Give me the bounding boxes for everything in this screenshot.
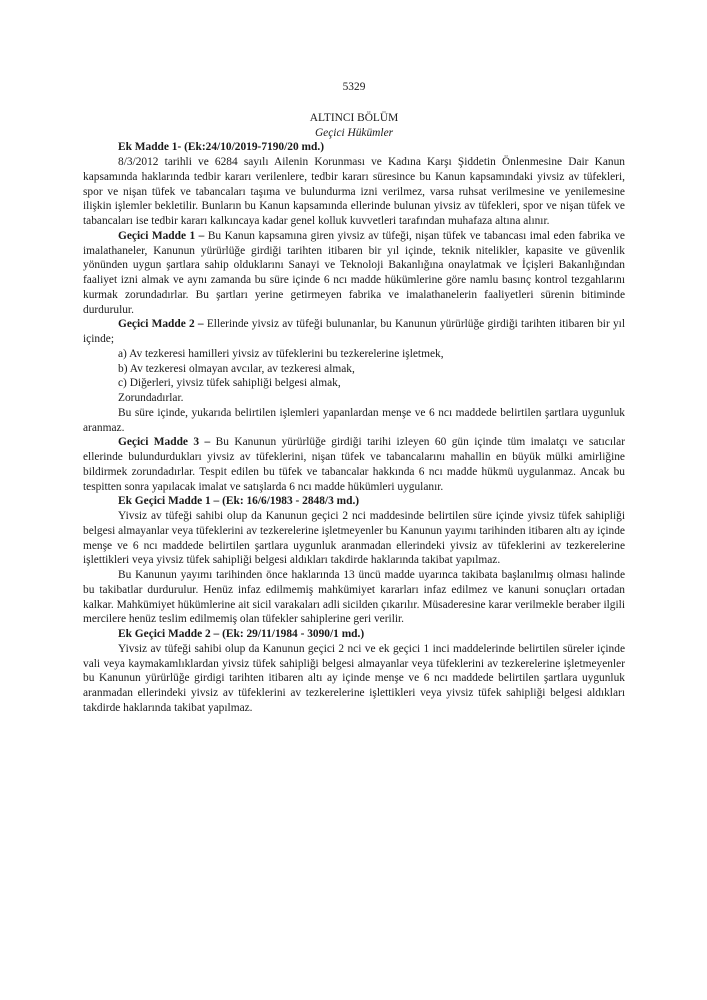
gecici-madde-1-heading: Geçici Madde 1 – <box>118 229 205 242</box>
ek-gecici-madde-1-text: Yivsiz av tüfeği sahibi olup da Kanunun geçici 2 nci maddesinde belirtilen süre içinde yivsiz tüfek sahipliği belgesi almayanlar veya tüfeklerini av tezkerelerine işletmeyenler bu Kanunun yayımı tarihinden itibaren altı ay içinde menşe ve 6 ncı maddede belirtilen şartlara uygunluk aranmadan ellerindeki yivsiz av tüfeklerini av tezkerelerine işlettikleri veya yivsiz tüfek sahipliği belgesi aldıkları takdirde haklarında takibat yapılmaz. <box>83 510 625 567</box>
gecici-madde-2-text2: Bu süre içinde, yukarıda belirtilen işlemleri yapanlardan menşe ve 6 ncı maddede belirtilen şartlara uygunluk aranmaz. <box>83 406 625 434</box>
ek-gecici-madde-2-heading: Ek Geçici Madde 2 – (Ek: 29/11/1984 - 3090/1 md.) <box>118 628 365 640</box>
gecici-madde-3-heading: Geçici Madde 3 – <box>118 436 211 449</box>
gecici-madde-2-text: Ellerinde yivsiz av tüfeği bulunanlar, bu Kanunun yürürlüğe girdiği tarihten itibaren bir yıl içinde; <box>83 318 625 345</box>
ek-gecici-madde-2-text: Yivsiz av tüfeği sahibi olup da Kanunun geçici 2 nci ve ek geçici 1 inci maddelerinde belirtilen süreler içinde vali veya kaymakamlıklardan yivsiz tüfek sahipliği belgesi almayanlar veya tüfeklerini av tezkerelerine işletmeyenler bu Kanunun yürürlüğe girdigi tarihten itibaren altı ay içinde menşe ve 6 ncı maddede belirtilen şartlara uygunluk aranmadan ellerindeki yivsiz av tüfeklerini av tezkerelerine işlettikleri veya yivsiz tüfek sahipliği belgesi aldıkları takdirde haklarında takibat yapılmaz. <box>83 642 625 714</box>
list-item: b) Av tezkeresi olmayan avcılar, av tezkeresi almak, <box>118 362 355 375</box>
document-page <box>83 80 625 716</box>
list-item: Zorundadırlar. <box>118 392 184 404</box>
list-item: c) Diğerleri, yivsiz tüfek sahipliği belgesi almak, <box>118 377 341 390</box>
gecici-madde-1 <box>83 229 625 318</box>
gecici-madde-1-text: Bu Kanun kapsamına giren yivsiz av tüfeği, nişan tüfek ve tabancası imal eden fabrika ve imalathaneler, Kanunun yürürlüğe girdiği tarihten itibaren bir yıl içinde, teknik nitelikler, kapasite ve güvenlik yönünden uygun şartlara sahip olduklarını Sanayi ve Teknoloji Bakanlığına onaylatmak ve İçişleri Bakanlığından faaliyet izni almak ve aynı zamanda bu süre içinde 6 ncı madde hükümlerine göre namlu basınç kontrol tezgahlarını kurmak zorundadırlar. Bu şartları yerine getirmeyen fabrika ve imalathanelerin faaliyetleri sürenin bitiminde durdurulur. <box>83 229 625 316</box>
ek-gecici-madde-1-heading: Ek Geçici Madde 1 – (Ek: 16/6/1983 - 2848/3 md.) <box>118 495 360 508</box>
gecici-madde-3 <box>83 435 625 494</box>
section-subtitle: Geçici Hükümler <box>314 126 394 139</box>
page-number: 5329 <box>342 81 366 93</box>
gecici-madde-2-heading: Geçici Madde 2 – <box>118 318 204 331</box>
ek-madde-1-heading: Ek Madde 1- (Ek:24/10/2019-7190/20 md.) <box>118 141 324 154</box>
list-item: a) Av tezkeresi hamilleri yivsiz av tüfeklerini bu tezkerelerine işletmek, <box>118 347 444 360</box>
gecici-madde-3-text: Bu Kanunun yürürlüğe girdiği tarihi izleyen 60 gün içinde tüm imalatçı ve satıcılar ellerinde bulundurdukları yivsiz av tüfeklerini, nişan tüfek ve tabancalarını mahallin en büyük mülki amirliğine bildirmek zorundadırlar. Tespit edilen bu tüfek ve tabancalar hakkında 6 ncı madde hükmü uygulanmaz. Ancak bu tespitten sonra yapılacak imalat ve satışlarda 6 ncı madde hükümleri uygulanır. <box>83 436 625 493</box>
ek-madde-1-text: 8/3/2012 tarihli ve 6284 sayılı Ailenin Korunması ve Kadına Karşı Şiddetin Önlenmesine Dair Kanun kapsamında haklarında tedbir kararı verilenlere, tedbir kararı süresince bu Kanun kapsamındaki yivsiz av tüfekleri, spor ve nişan tüfek ve tabancaları taşıma ve bulundurma izni verilmez, varsa ruhsat verilmesine ve yenilemesine ilişkin işlemler bekletilir. Bunların bu Kanun kapsamında ellerinde bulunan yivsiz av tüfekleri, spor ve nişan tüfek ve tabancaları ise tedbir kararı kalkıncaya kadar genel kolluk kuvvetleri tarafından muhafaza altına alınır. <box>83 156 625 227</box>
section-title: ALTINCI BÖLÜM <box>309 111 399 124</box>
gecici-madde-2 <box>83 317 625 347</box>
ek-gecici-madde-1-text2: Bu Kanunun yayımı tarihinden önce haklarında 13 üncü madde uyarınca takibata başlanılmış olması halinde bu takibatlar durdurulur. Henüz infaz edilmemiş mahkümiyet kararları infaz edilmez ve kanuni sonuçları ortadan kalkar. Mahkümiyet hükümlerine ait sicil varakaları adli sicilden çıkarılır. Müsaderesine karar verilmekle beraber ilgili mercilere henüz teslim edilmemiş olan tüfekler sahiplerine geri verilir. <box>83 569 625 626</box>
